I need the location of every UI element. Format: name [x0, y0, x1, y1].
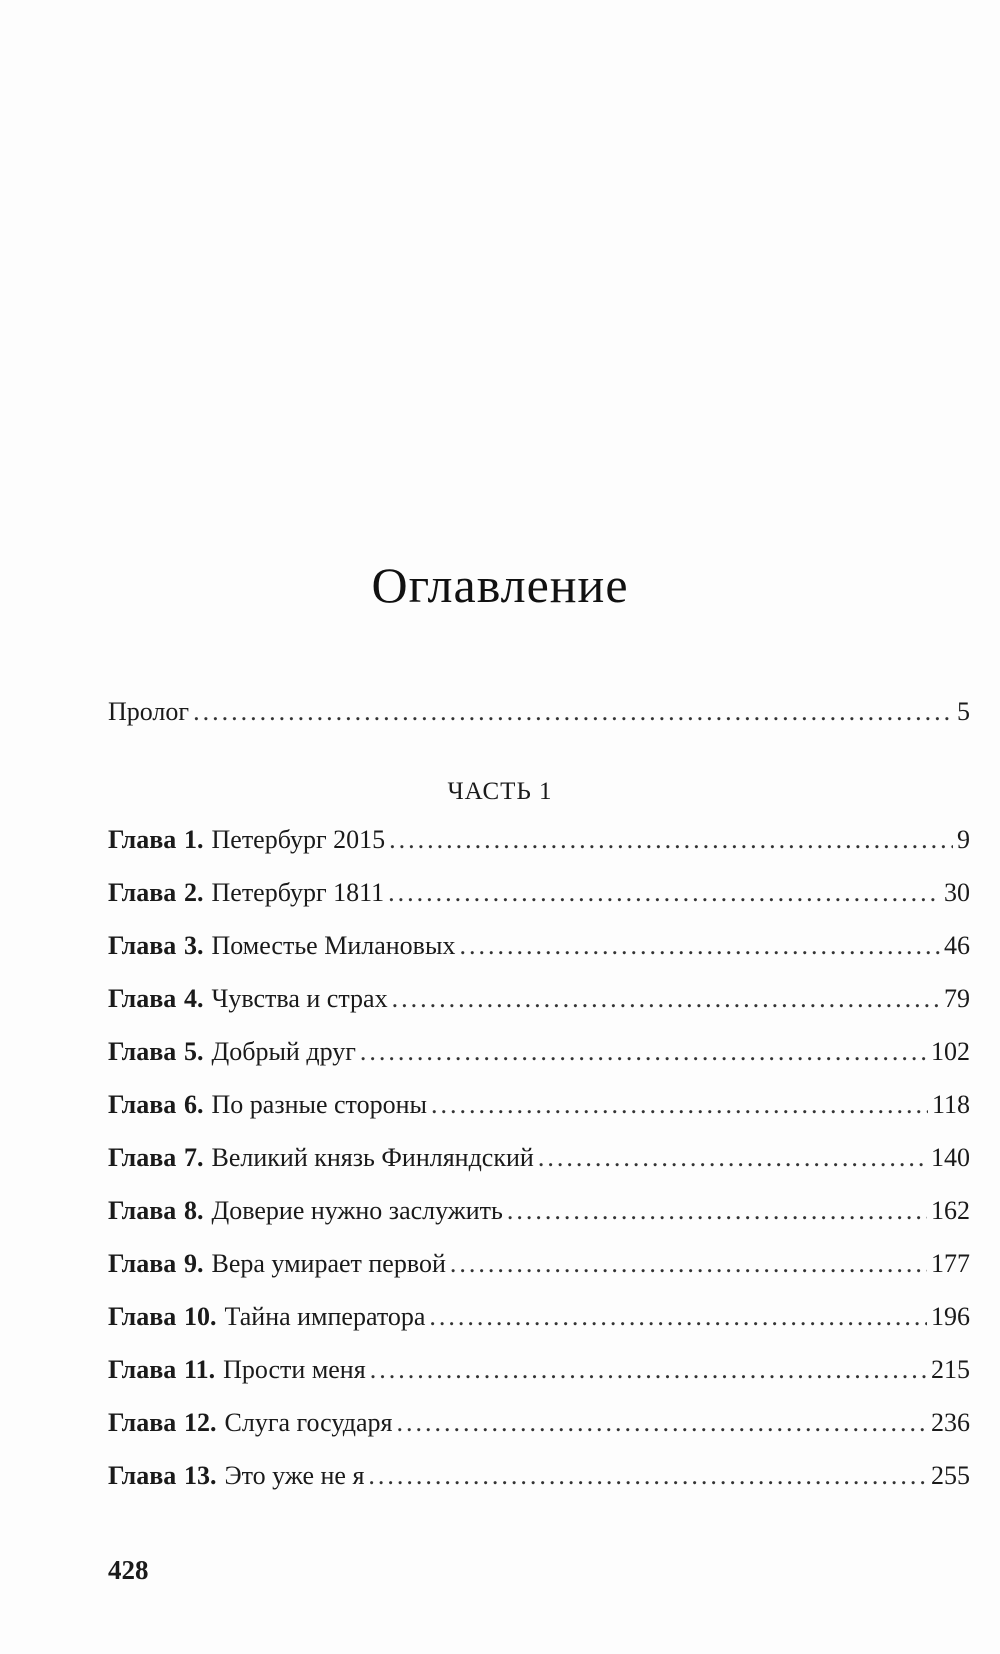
toc-entry-title: Поместье Милановых [211, 931, 456, 960]
toc-entry-page: 30 [944, 878, 970, 907]
dot-leader [450, 1249, 927, 1279]
toc-entry-page: 118 [931, 1090, 970, 1119]
toc-entry-page: 102 [931, 1037, 970, 1066]
chapter-number: 13. [184, 1461, 217, 1490]
chapter-number: 8. [184, 1196, 204, 1225]
chapter-label: Глава [108, 1302, 177, 1331]
toc-entry-chapter-8[interactable] [108, 1196, 970, 1232]
toc-entry-page: 9 [957, 825, 970, 854]
chapter-number: 9. [184, 1249, 204, 1278]
toc-entry-chapter-10[interactable] [108, 1302, 970, 1338]
toc-entry-prologue[interactable] [108, 697, 970, 733]
dot-leader [507, 1196, 927, 1226]
dot-leader [388, 878, 940, 908]
toc-entry-title: Доверие нужно заслужить [211, 1196, 503, 1225]
chapter-label: Глава [108, 931, 177, 960]
toc-entry-chapter-3[interactable] [108, 931, 970, 967]
chapter-label: Глава [108, 984, 177, 1013]
toc-entry-page: 255 [931, 1461, 970, 1490]
dot-leader [389, 825, 953, 855]
dot-leader [431, 1090, 928, 1120]
toc-entry-chapter-1[interactable] [108, 825, 970, 861]
toc-entry-chapter-4[interactable] [108, 984, 970, 1020]
page-title: Оглавление [371, 557, 629, 613]
toc-entry-chapter-13[interactable] [108, 1461, 970, 1497]
toc-entry-chapter-7[interactable] [108, 1143, 970, 1179]
toc-entry-page: 177 [931, 1249, 970, 1278]
chapter-number: 12. [184, 1408, 217, 1437]
chapter-label: Глава [108, 1037, 177, 1066]
toc-entry-title: Петербург 2015 [211, 825, 386, 854]
toc-entry-title: Тайна императора [224, 1302, 426, 1331]
chapter-number: 10. [184, 1302, 217, 1331]
toc-entry-page: 5 [957, 697, 970, 726]
toc-entry-title: Слуга государя [224, 1408, 393, 1437]
dot-leader [429, 1302, 927, 1332]
chapter-number: 11. [184, 1355, 216, 1384]
toc-entry-title: Чувства и страх [211, 984, 388, 1013]
page-number: 428 [108, 1555, 149, 1585]
chapter-label: Глава [108, 1355, 177, 1384]
dot-leader [538, 1143, 927, 1173]
dot-leader [392, 984, 940, 1014]
toc-entry-page: 196 [931, 1302, 970, 1331]
chapter-number: 5. [184, 1037, 204, 1066]
chapter-number: 6. [184, 1090, 204, 1119]
dot-leader [396, 1408, 927, 1438]
toc-entry-page: 46 [944, 931, 970, 960]
toc-entry-title: Вера умирает первой [211, 1249, 446, 1278]
chapter-number: 2. [184, 878, 204, 907]
toc-entry-page: 236 [931, 1408, 970, 1437]
toc-entry-chapter-12[interactable] [108, 1408, 970, 1444]
chapter-number: 1. [184, 825, 204, 854]
toc-entry-title: Великий князь Финляндский [211, 1143, 534, 1172]
chapter-label: Глава [108, 1408, 177, 1437]
toc-entry-title: Это уже не я [224, 1461, 365, 1490]
toc-entry-page: 79 [944, 984, 970, 1013]
toc-entry-title: Прости меня [223, 1355, 366, 1384]
dot-leader [368, 1461, 927, 1491]
chapter-label: Глава [108, 1249, 177, 1278]
toc-entry-title: Петербург 1811 [211, 878, 385, 907]
toc-entry-page: 140 [931, 1143, 970, 1172]
dot-leader [360, 1037, 927, 1067]
chapter-number: 3. [184, 931, 204, 960]
chapter-number: 4. [184, 984, 204, 1013]
chapter-label: Глава [108, 825, 177, 854]
toc-entry-title: По разные стороны [211, 1090, 427, 1119]
dot-leader [459, 931, 940, 961]
chapter-label: Глава [108, 1143, 177, 1172]
toc-entry-page: 162 [931, 1196, 970, 1225]
toc-entry-chapter-5[interactable] [108, 1037, 970, 1073]
toc-entry-chapter-11[interactable] [108, 1355, 970, 1391]
chapter-label: Глава [108, 1461, 177, 1490]
chapter-label: Глава [108, 1090, 177, 1119]
toc-entry-page: 215 [931, 1355, 970, 1384]
toc-entry-title: Добрый друг [211, 1037, 356, 1066]
toc-entry-chapter-6[interactable] [108, 1090, 970, 1126]
chapter-label: Глава [108, 878, 177, 907]
dot-leader [370, 1355, 927, 1385]
chapter-number: 7. [184, 1143, 204, 1172]
toc-entry-title: Пролог [108, 697, 190, 726]
toc-entry-chapter-9[interactable] [108, 1249, 970, 1285]
toc-entry-chapter-2[interactable] [108, 878, 970, 914]
chapter-label: Глава [108, 1196, 177, 1225]
part-heading: ЧАСТЬ 1 [447, 778, 553, 805]
dot-leader [193, 697, 953, 727]
